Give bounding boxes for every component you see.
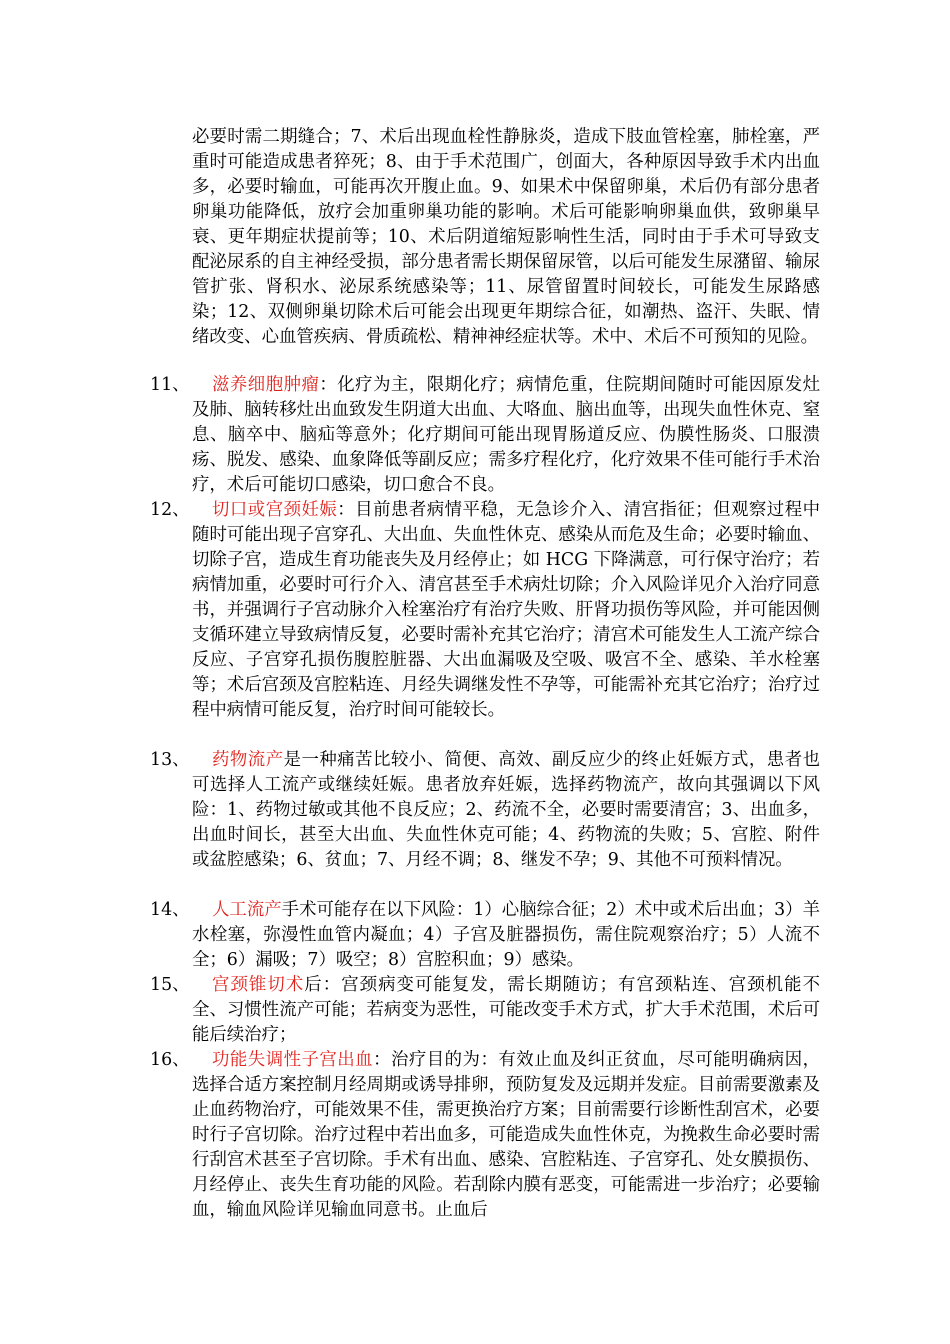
item-body: [192, 373, 820, 498]
item-text: ：化疗为主，限期化疗；病情危重，住院期间随时可能因原发灶及肺、脑转移灶出血致发生阴道大出血、大咯血、脑出血等，出现失血性休克、窒息、脑卒中、脑疝等意外；化疗期间可能出现胃肠道反应、伪膜性肠炎、口服溃疡、脱发、感染、血象降低等副反应；需多疗程化疗，化疗效果不佳可能行手术治疗，术后可能切口感染，切口愈合不良。: [192, 375, 820, 495]
item-term: 药物流产: [212, 750, 284, 770]
list-item-16: [150, 1048, 820, 1223]
item-number: 15、: [150, 975, 190, 995]
item-body: [192, 498, 820, 723]
list-item-11: [150, 373, 820, 498]
item-body: [192, 898, 820, 973]
item-term: 功能失调性子宫出血: [212, 1050, 374, 1070]
continued-paragraph: 必要时需二期缝合；7、术后出现血栓性静脉炎，造成下肢血管栓塞，肺栓塞，严重时可能造成患者猝死；8、由于手术范围广，创面大，各种原因导致手术内出血多，必要时输血，可能再次开腹止血。9、如果术中保留卵巢，术后仍有部分患者卵巢功能降低，放疗会加重卵巢功能的影响。术后可能影响卵巢血供，致卵巢早衰、更年期症状提前等；10、术后阴道缩短影响性生活，同时由于手术可导致支配泌尿系的自主神经受损，部分患者需长期保留尿管，以后可能发生尿潴留、输尿管扩张、肾积水、泌尿系统感染等；11、尿管留置时间较长，可能发生尿路感染；12、双侧卵巢切除术后可能会出现更年期综合征，如潮热、盗汗、失眠、情绪改变、心血管疾病、骨质疏松、精神神经症状等。术中、术后不可预知的见险。: [192, 127, 820, 347]
list-item-15: [150, 973, 820, 1048]
item-number: 14、: [150, 900, 190, 920]
list-item-13: [150, 748, 820, 873]
item-text: 手术可能存在以下风险：1）心脑综合征；2）术中或术后出血；3）羊水栓塞，弥漫性血管内凝血；4）子宫及脏器损伤，需住院观察治疗；5）人流不全；6）漏吸；7）吸空；8）宫腔积血；9）感染。: [192, 900, 820, 970]
item-number: 13、: [150, 750, 190, 770]
list-item-12: [150, 498, 820, 723]
list-item-14: [150, 898, 820, 973]
item-body: [192, 1048, 820, 1223]
item-body: [192, 748, 820, 873]
item-body: [192, 973, 820, 1048]
item-term: 宫颈锥切术: [212, 975, 305, 995]
item-number: 16、: [150, 1050, 190, 1070]
item-text: 后：宫颈病变可能复发，需长期随访；有宫颈粘连、宫颈机能不全、习惯性流产可能；若病变为恶性，可能改变手术方式，扩大手术范围，术后可能后续治疗；: [192, 975, 820, 1045]
item-number: 12、: [150, 500, 190, 520]
item-term: 切口或宫颈妊娠: [212, 500, 338, 520]
item-number: 11、: [150, 375, 190, 395]
item-text: ：治疗目的为：有效止血及纠正贫血，尽可能明确病因，选择合适方案控制月经周期或诱导排卵，预防复发及远期并发症。目前需要激素及止血药物治疗，可能效果不佳，需更换治疗方案；目前需要行诊断性刮宫术，必要时行子宫切除。治疗过程中若出血多，可能造成失血性休克，为挽救生命必要时需行刮宫术甚至子宫切除。手术有出血、感染、宫腔粘连、子宫穿孔、处女膜损伤、月经停止、丧失生育功能的风险。若刮除内膜有恶变，可能需进一步治疗；必要输血，输血风险详见输血同意书。止血后: [192, 1050, 820, 1220]
item-term: 滋养细胞肿瘤: [212, 375, 320, 395]
item-text: 是一种痛苦比较小、简便、高效、副反应少的终止妊娠方式，患者也可选择人工流产或继续妊娠。患者放弃妊娠，选择药物流产，故向其强调以下风险：1、药物过敏或其他不良反应；2、药流不全，必要时需要清宫；3、出血多，出血时间长，甚至大出血、失血性休克可能；4、药物流的失败；5、宫腔、附件或盆腔感染；6、贫血；7、月经不调；8、继发不孕；9、其他不可预料情况。: [192, 750, 820, 870]
item-text: ：目前患者病情平稳，无急诊介入、清宫指征；但观察过程中随时可能出现子宫穿孔、大出血、失血性休克、感染从而危及生命；必要时输血、切除子宫，造成生育功能丧失及月经停止；如 HCG 下降满意，可行保守治疗；若病情加重，必要时可行介入、清宫甚至手术病灶切除；介入风险详见介入治疗同意书，并强调行子宫动脉介入栓塞治疗有治疗失败、肝肾功损伤等风险，并可能因侧支循环建立导致病情反复，必要时需补充其它治疗；清宫术可能发生人工流产综合反应、子宫穿孔损伤腹腔脏器、大出血漏吸及空吸、吸宫不全、感染、羊水栓塞等；术后宫颈及宫腔粘连、月经失调继发性不孕等，可能需补充其它治疗；治疗过程中病情可能反复，治疗时间可能较长。: [192, 500, 820, 720]
item-term: 人工流产: [212, 900, 282, 920]
